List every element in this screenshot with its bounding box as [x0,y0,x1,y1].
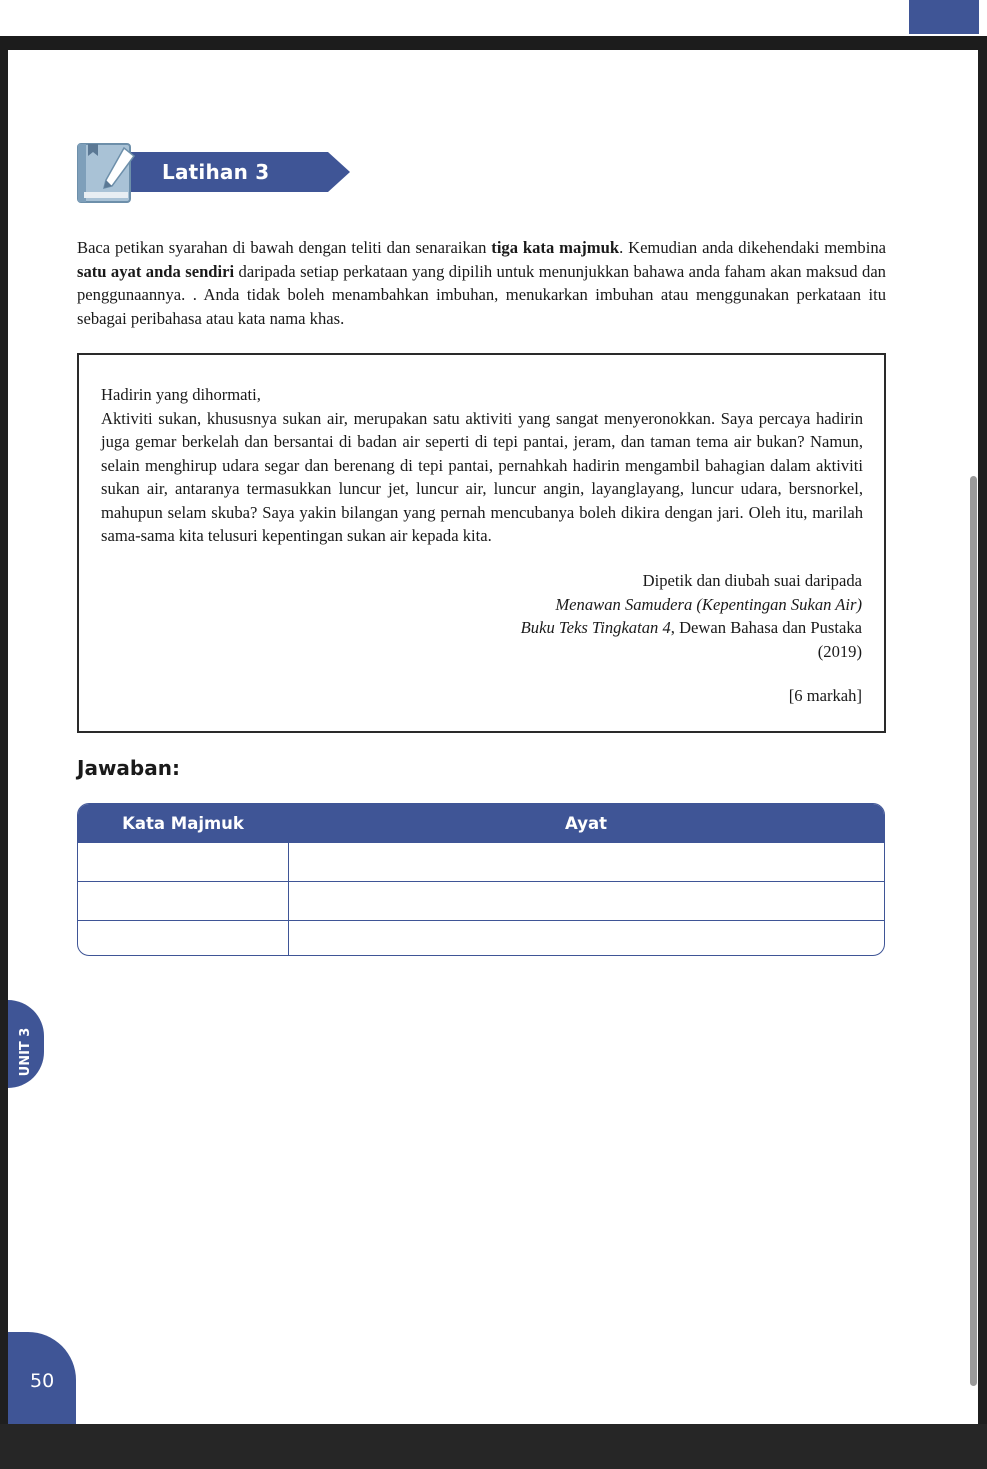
ayat-cell[interactable] [289,921,884,956]
table-row [78,842,884,881]
ayat-cell[interactable] [289,882,884,920]
source-publisher: , Dewan Bahasa dan Pustaka [670,618,862,637]
passage-body: Aktiviti sukan, khususnya sukan air, merupakan satu aktiviti yang sangat menyeronokkan. Saya percaya hadirin juga gemar berkelah dan bersantai di badan air seperti di tepi pantai, jeram, dan taman tema air bukan? Namun, selain menghirup udara segar dan berenang di tepi pantai, pernahkah hadirin mengambil bahagian dalam aktiviti sukan air, antaranya termasukkan luncur jet, luncur air, luncur angin, layanglayang, luncur udara, bersnorkel, mahupun selam skuba? Saya yakin bilangan yang pernah mencubanya boleh dikira dengan jari. Oleh itu, marilah sama-sama kita telusuri kepentingan sukan air kepada kita. [101,408,863,545]
instructions-text-1: Baca petikan syarahan di bawah dengan teliti dan senaraikan [77,238,492,257]
instructions-text-3: daripada setiap perkataan yang dipilih untuk menunjukkan bahawa anda faham akan maksud dan penggunaannya. . Anda tidak boleh menambahkan imbuhan, menukarkan imbuhan atau menggunakan perkataan itu sebagai peribahasa atau kata nama khas. [77,261,886,328]
scrollbar[interactable] [970,476,977,1386]
top-blue-tab [909,0,979,34]
source-line-1: Dipetik dan diubah suai daripada [642,571,862,590]
source-line-4: (2019) [817,641,862,661]
column-header-kata-majmuk: Kata Majmuk [122,813,244,833]
passage-greeting: Hadirin yang dihormati, [101,385,261,404]
source-article-title: Menawan Samudera (Kepentingan Sukan Air) [555,594,862,614]
passage-source [521,569,862,663]
unit-side-tab [8,1000,44,1088]
dark-band [0,36,987,50]
top-strip [0,0,987,36]
source-line-2 [521,593,862,617]
unit-label: UNIT 3 [18,1027,33,1077]
exercise-title: Latihan 3 [162,160,270,184]
marks-label: [6 markah] [788,686,862,705]
ayat-cell[interactable] [289,843,884,881]
table-row [78,920,884,956]
page-number: 50 [30,1370,55,1392]
answer-table [77,803,885,956]
bottom-bar [0,1424,987,1469]
instructions [77,236,886,330]
column-header-ayat: Ayat [565,813,607,833]
passage [101,383,863,548]
exercise-book-pencil-icon [76,142,140,206]
instructions-text-2: . Kemudian anda dikehendaki membina [619,238,886,257]
page-number-tab [8,1332,76,1424]
answer-table-header [78,804,884,842]
instructions-bold-1: tiga kata majmuk [491,238,620,257]
instructions-bold-2: satu ayat anda sendiri [77,261,235,281]
exercise-heading [76,142,308,206]
document-page [8,50,978,1424]
kata-majmuk-cell[interactable] [78,921,289,956]
table-row [78,881,884,920]
kata-majmuk-cell[interactable] [78,882,289,920]
source-line-3 [521,616,862,640]
source-book-title: Buku Teks Tingkatan 4 [520,618,671,637]
kata-majmuk-cell[interactable] [78,843,289,881]
passage-box [77,353,886,733]
answer-label: Jawaban: [77,756,180,780]
